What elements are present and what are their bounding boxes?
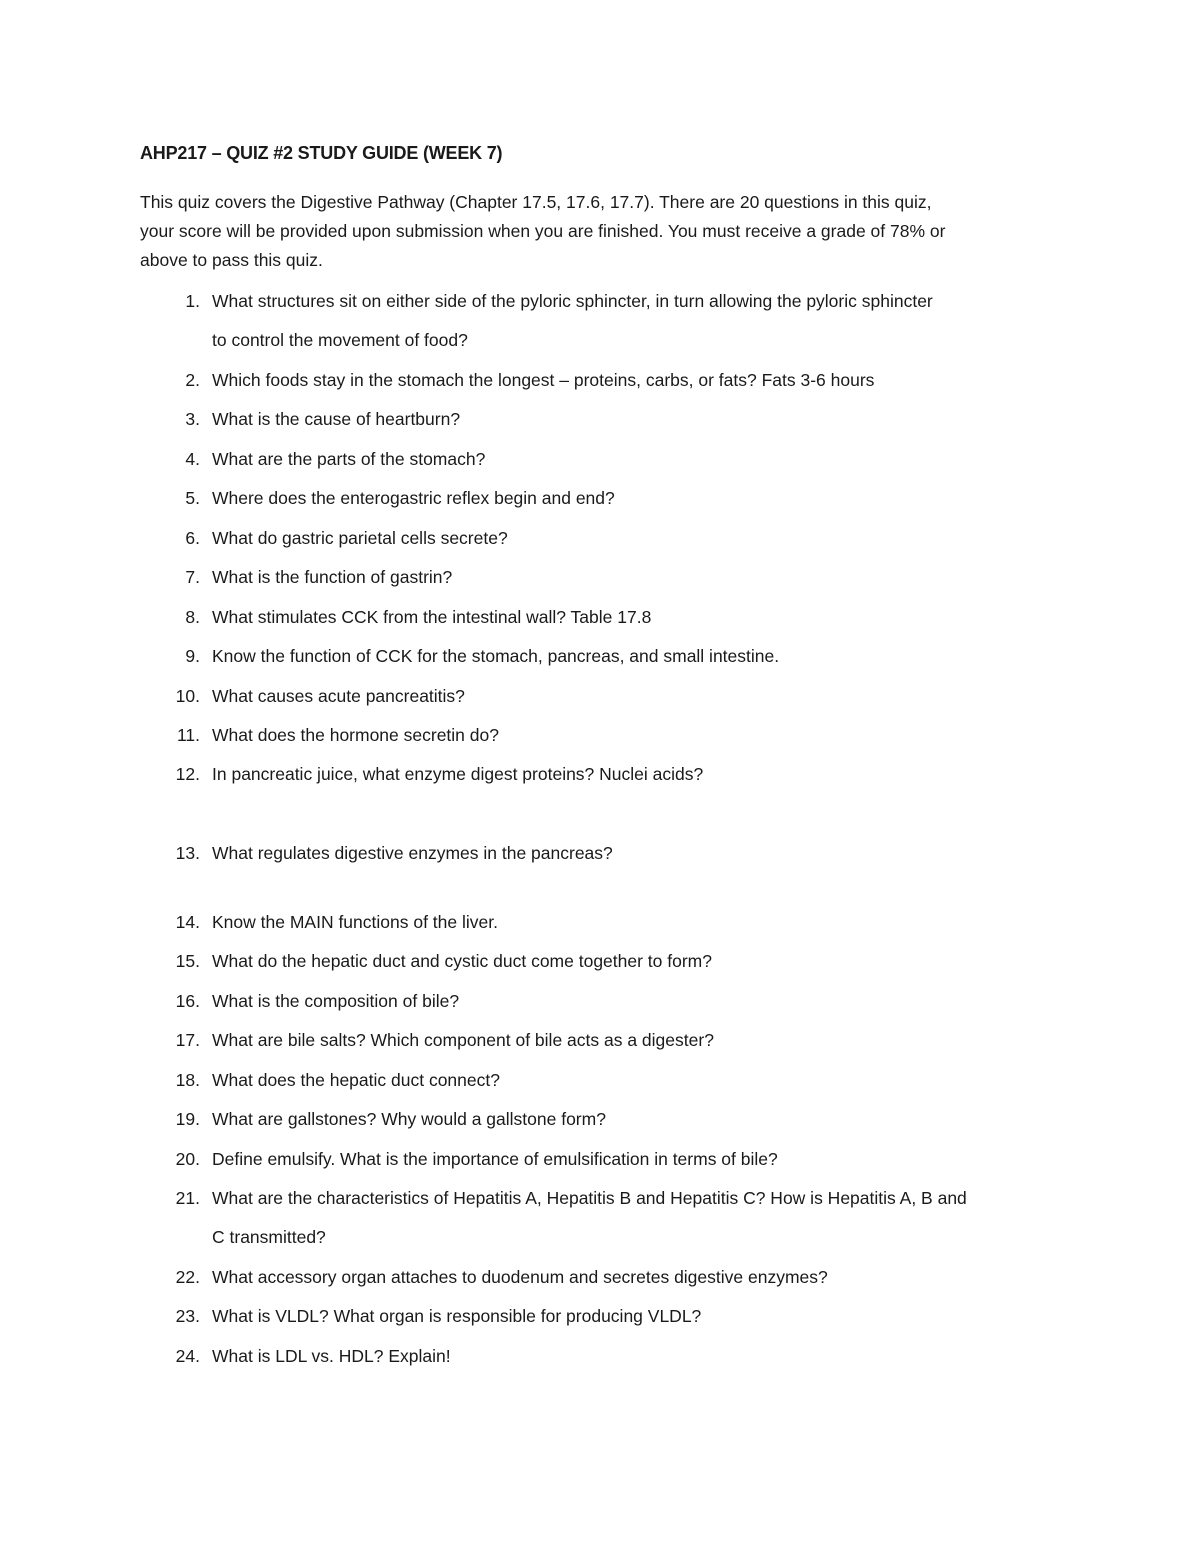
question-text: What regulates digestive enzymes in the pancreas? bbox=[212, 843, 613, 863]
question-text: What stimulates CCK from the intestinal wall? Table 17.8 bbox=[212, 607, 652, 627]
intro-line: above to pass this quiz. bbox=[140, 250, 323, 270]
question-number: 14. bbox=[175, 912, 200, 932]
question-number: 22. bbox=[175, 1267, 200, 1287]
question-text: What is LDL vs. HDL? Explain! bbox=[212, 1346, 451, 1366]
question-number: 19. bbox=[175, 1109, 200, 1129]
question-number: 6. bbox=[185, 528, 200, 548]
question-text: What are gallstones? Why would a gallstone form? bbox=[212, 1109, 606, 1129]
question-number: 24. bbox=[175, 1346, 200, 1366]
question-number: 20. bbox=[175, 1149, 200, 1169]
question-text-continued: to control the movement of food? bbox=[212, 330, 468, 350]
question-text: What accessory organ attaches to duodenum and secretes digestive enzymes? bbox=[212, 1267, 828, 1287]
question-text: Where does the enterogastric reflex begin and end? bbox=[212, 488, 615, 508]
question-number: 15. bbox=[175, 951, 200, 971]
question-text: Define emulsify. What is the importance of emulsification in terms of bile? bbox=[212, 1149, 778, 1169]
question-number: 18. bbox=[175, 1070, 200, 1090]
question-number: 10. bbox=[175, 686, 200, 706]
question-text: What is the cause of heartburn? bbox=[212, 409, 461, 429]
question-text: What are the characteristics of Hepatitis A, Hepatitis B and Hepatitis C? How is Hepatitis A, B and bbox=[212, 1188, 967, 1208]
question-number: 1. bbox=[185, 291, 200, 311]
question-text: What is the composition of bile? bbox=[212, 991, 460, 1011]
question-number: 4. bbox=[185, 449, 200, 469]
question-text: What do gastric parietal cells secrete? bbox=[212, 528, 508, 548]
question-text: What are bile salts? Which component of bile acts as a digester? bbox=[212, 1030, 714, 1050]
question-number: 21. bbox=[175, 1188, 200, 1208]
question-text: In pancreatic juice, what enzyme digest proteins? Nuclei acids? bbox=[212, 764, 704, 784]
question-number: 17. bbox=[175, 1030, 200, 1050]
question-text-continued: C transmitted? bbox=[212, 1227, 326, 1247]
question-number: 23. bbox=[175, 1306, 200, 1326]
question-number: 8. bbox=[185, 607, 200, 627]
question-number: 12. bbox=[175, 764, 200, 784]
question-number: 11. bbox=[176, 725, 200, 745]
question-text: What do the hepatic duct and cystic duct come together to form? bbox=[212, 951, 712, 971]
question-number: 5. bbox=[185, 488, 200, 508]
question-number: 9. bbox=[185, 646, 200, 666]
question-text: What are the parts of the stomach? bbox=[212, 449, 486, 469]
question-text: What does the hormone secretin do? bbox=[212, 725, 499, 745]
question-text: What structures sit on either side of the pyloric sphincter, in turn allowing the pyloric sphincter bbox=[212, 291, 933, 311]
question-list bbox=[140, 0, 1100, 1553]
document-title: AHP217 – QUIZ #2 STUDY GUIDE (WEEK 7) bbox=[140, 143, 503, 163]
question-number: 3. bbox=[185, 409, 200, 429]
question-text: Know the MAIN functions of the liver. bbox=[212, 912, 498, 932]
question-text: What is VLDL? What organ is responsible for producing VLDL? bbox=[212, 1306, 702, 1326]
question-number: 16. bbox=[175, 991, 200, 1011]
question-text: Know the function of CCK for the stomach, pancreas, and small intestine. bbox=[212, 646, 780, 666]
question-text: Which foods stay in the stomach the longest – proteins, carbs, or fats? Fats 3-6 hours bbox=[212, 370, 875, 390]
question-number: 13. bbox=[175, 843, 200, 863]
question-number: 7. bbox=[185, 567, 200, 587]
question-text: What does the hepatic duct connect? bbox=[212, 1070, 500, 1090]
intro-line: This quiz covers the Digestive Pathway (Chapter 17.5, 17.6, 17.7). There are 20 questions in this quiz, bbox=[140, 192, 932, 212]
question-number: 2. bbox=[185, 370, 200, 390]
question-text: What causes acute pancreatitis? bbox=[212, 686, 465, 706]
intro-line: your score will be provided upon submission when you are finished. You must receive a grade of 78% or bbox=[140, 221, 946, 241]
question-text: What is the function of gastrin? bbox=[212, 567, 453, 587]
